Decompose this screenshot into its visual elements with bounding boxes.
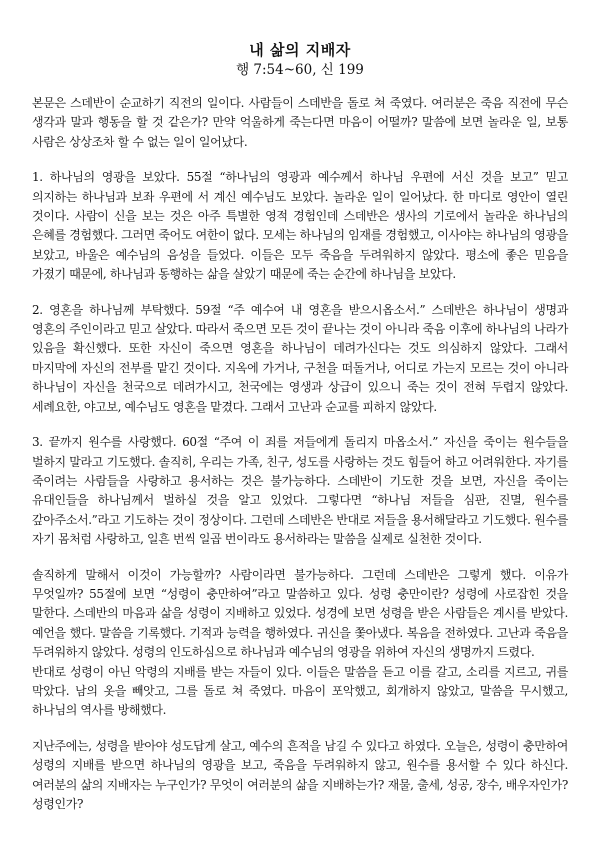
holy-spirit-paragraph: 솔직하게 말해서 이것이 가능할까? 사람이라면 불가능하다. 그런데 스데반은 그렇게 했다. 이유가 무엇일까? 55절에 보면 “성령이 충만하여”라고 말씀하고 있다. 성령 충만이란? 성령에 사로잡힌 것을 말한다. 스데반의 마음과 삶을 성령이 지배하고 있었다. 성경에 보면 성령을 받은 사람들은 계시를 받았다. 예언을 했다. 말씀을 기록했다. 기적과 능력을 행하였다. 귀신을 쫓아냈다. 복음을 전하였다. 고난과 죽음을 두려워하지 않았다. 성령의 인도하심으로 하나님과 예수님의 영광을 위하여 자신의 생명까지 드렸다. [32, 567, 568, 660]
conclusion-paragraph: 지난주에는, 성령을 받아야 성도답게 살고, 예수의 흔적을 남길 수 있다고 하였다. 오늘은, 성령이 충만하여 성령의 지배를 받으면 하나님의 영광을 보고, 죽음을 두려워하지 않고, 원수를 용서할 수 있다 하신다. 여러분의 삶의 지배자는 누구인가? 무엇이 여러분의 삶을 지배하는가? 재물, 출세, 성공, 장수, 배우자인가? 성령인가? [32, 738, 568, 811]
sermon-document [32, 40, 568, 814]
point-3-paragraph: 3. 끝까지 원수를 사랑했다. 60절 “주여 이 죄를 저들에게 돌리지 마옵소서.” 자신을 죽이는 원수들을 벌하지 말라고 기도했다. 솔직히, 우리는 가족, 친구, 성도를 사랑하는 것도 힘들어 하고 어려워한다. 자기를 죽이려는 사람들을 사랑하고 용서하는 것은 불가능하다. 스데반이 기도한 것을 보면, 자신을 죽이는 유대인들을 하나님께서 벌하실 것을 알고 있었다. 그렇다면 “하나님 저들을 심판, 진멸, 원수를 갚아주소서.”라고 기도하는 것이 정상이다. 그런데 스데반은 반대로 저들을 용서해달라고 기도했다. 원수를 자기 몸처럼 사랑하고, 일흔 번씩 일곱 번이라도 용서하라는 말씀을 실제로 실천한 것이다. [32, 435, 568, 547]
paragraph-spacer [32, 152, 568, 168]
intro-paragraph: 본문은 스데반이 순교하기 직전의 일이다. 사람들이 스데반을 돌로 쳐 죽였다. 여러분은 죽음 직전에 무슨 생각과 말과 행동을 할 것 같은가? 만약 억울하게 죽는다면 마음이 어떨까? 말씀에 보면 놀라운 일, 보통 사람은 상상조차 할 수 없는 일이 일어났다. [32, 96, 568, 149]
point-1-paragraph: 1. 하나님의 영광을 보았다. 55절 “하나님의 영광과 예수께서 하나님 우편에 서신 것을 보고” 믿고 의지하는 하나님과 보좌 우편에 서 계신 예수님도 보았다. 놀라운 일이 일어났다. 한 마디로 영안이 열린 것이다. 사람이 신을 보는 것은 아주 특별한 영적 경험인데 스데반은 생사의 기로에서 놀라운 하나님의 은혜를 경험했다. 그러면 죽어도 여한이 없다. 모세는 하나님의 임재를 경험했고, 이사야는 하나님의 영광을 보았고, 바울은 예수님의 음성을 들었다. 이들은 모두 죽음을 두려워하지 않았다. 평소에 좋은 믿음을 가졌기 때문에, 하나님과 동행하는 삶을 살았기 때문에 죽는 순간에 하나님을 보았다. [32, 170, 568, 282]
scripture-reference: 행 7:54~60, 신 199 [236, 62, 364, 78]
paragraph-spacer [32, 285, 568, 301]
paragraph-spacer [32, 550, 568, 566]
paragraph-spacer [32, 721, 568, 737]
document-title: 내 삶의 지배자 [249, 41, 351, 59]
paragraph-spacer [32, 417, 568, 433]
point-2-paragraph: 2. 영혼을 하나님께 부탁했다. 59절 “주 예수여 내 영혼을 받으시옵소서.” 스데반은 하나님이 생명과 영혼의 주인이라고 믿고 살았다. 따라서 죽으면 모든 것이 끝나는 것이 아니라 죽음 이후에 하나님의 나라가 있음을 확신했다. 또한 자신이 죽으면 영혼을 하나님이 데려가신다는 것도 의심하지 않았다. 그래서 마지막에 자신의 전부를 맡긴 것이다. 지옥에 가거나, 구천을 떠돌거나, 어디로 가는지 모르는 것이 아니라 하나님이 자신을 천국으로 데려가시고, 천국에는 영생과 상급이 있으니 죽는 것이 전혀 두렵지 않았다. 세례요한, 야고보, 예수님도 영혼을 맡겼다. 그래서 고난과 순교를 피하지 않았다. [32, 302, 568, 414]
evil-spirit-paragraph: 반대로 성령이 아닌 악령의 지배를 받는 자들이 있다. 이들은 말씀을 듣고 이를 갈고, 소리를 지르고, 귀를 막았다. 남의 옷을 빼앗고, 그를 돌로 쳐 죽였다. 마음이 포악했고, 회개하지 않았고, 말씀을 무시했고, 하나님의 역사를 방해했다. [32, 664, 568, 718]
